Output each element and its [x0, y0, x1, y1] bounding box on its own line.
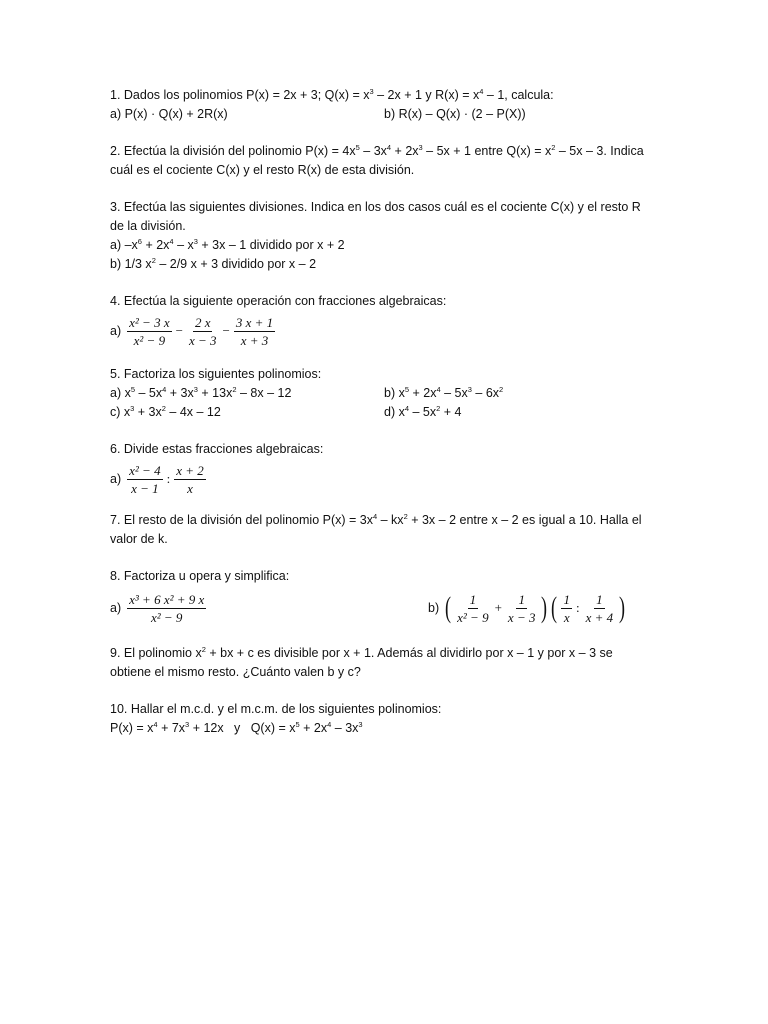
numerator: 1	[518, 591, 525, 607]
text: – x	[173, 238, 194, 252]
exercise-9-statement-line-2: obtiene el mismo resto. ¿Cuánto valen b y c?	[110, 665, 361, 679]
exercise-4-expression	[110, 311, 655, 351]
exercise-5-item-d	[384, 403, 462, 422]
numerator: x² − 3 x	[129, 314, 170, 330]
text: – 6x	[471, 386, 500, 400]
text: + 2x	[141, 238, 170, 252]
text: P(x) = x	[110, 721, 154, 735]
numerator: 3 x + 1	[235, 314, 274, 330]
item-label: a)	[110, 601, 122, 615]
exponent: 2	[151, 256, 156, 265]
text: a) –x	[110, 238, 138, 252]
item-label: a)	[110, 472, 122, 486]
text: – 5x	[135, 386, 163, 400]
text: + 7x	[157, 721, 186, 735]
exercise-8-item-b-wrapper	[428, 586, 627, 630]
fraction-expression	[125, 463, 208, 496]
text: a) x	[110, 386, 131, 400]
exercise-8-expressions	[110, 586, 655, 630]
text: – 5x + 1 entre Q(x) = x	[422, 144, 552, 158]
fraction	[584, 592, 616, 625]
exponent: 3	[193, 385, 198, 394]
exercise-4-statement: 4. Efectúa la siguiente operación con fracciones algebraicas:	[110, 294, 447, 308]
text: d) x	[384, 405, 405, 419]
denominator: x + 3	[240, 332, 269, 348]
text: – 3x	[359, 144, 387, 158]
exponent: 3	[185, 720, 190, 729]
text: + 2x	[299, 721, 328, 735]
exponent: 5	[295, 720, 300, 729]
text: + 3x – 1 dividido por x + 2	[197, 238, 345, 252]
denominator: x² − 9	[150, 609, 183, 625]
denominator: x − 3	[188, 332, 217, 348]
fraction	[455, 592, 490, 625]
exercise-10-polynomials	[110, 719, 655, 738]
exponent: 2	[551, 143, 556, 152]
text: – 8x – 12	[236, 386, 292, 400]
text: + 13x	[197, 386, 233, 400]
minus-sign: −	[175, 323, 183, 338]
text: + bx + c es divisible por x + 1. Además al dividirlo por x – 1 y por x – 3 se	[205, 646, 613, 660]
denominator: x − 3	[507, 609, 536, 625]
fraction	[127, 315, 171, 348]
text: + 3x	[166, 386, 194, 400]
exponent: 3	[418, 143, 423, 152]
exercise-5-statement: 5. Factoriza los siguientes polinomios:	[110, 367, 322, 381]
fraction	[127, 592, 206, 625]
exponent: 4	[153, 720, 158, 729]
text: – 2/9 x + 3 dividido por x – 2	[155, 257, 317, 271]
exponent: 2	[499, 385, 504, 394]
numerator: x³ + 6 x² + 9 x	[129, 591, 205, 607]
exponent: 2	[436, 404, 441, 413]
fraction	[187, 315, 219, 348]
division-sign: :	[166, 471, 171, 486]
exercise-5-item-a	[110, 386, 291, 400]
exponent: 2	[232, 385, 237, 394]
exponent: 3	[467, 385, 472, 394]
denominator: x² − 9	[133, 332, 166, 348]
left-parenthesis: (	[445, 591, 452, 624]
division-sign: :	[575, 600, 580, 615]
text: + 2x	[391, 144, 419, 158]
exponent: 6	[137, 237, 142, 246]
left-parenthesis: (	[551, 591, 558, 624]
exercise-10-statement: 10. Hallar el m.c.d. y el m.c.m. de los siguientes polinomios:	[110, 702, 442, 716]
text: + 3x – 2 entre x – 2 es igual a 10. Halla el	[407, 513, 642, 527]
exercise-2-statement-line-2: cuál es el cociente C(x) y el resto R(x) de esta división.	[110, 163, 415, 177]
exercise-2-statement-line-1	[110, 142, 655, 161]
exponent: 3	[358, 720, 363, 729]
exercise-5-item-b	[384, 384, 503, 403]
exponent: 4	[479, 87, 484, 96]
exercise-3-item-b	[110, 255, 655, 274]
exercise-1-item-a: a) P(x) · Q(x) + 2R(x)	[110, 107, 228, 121]
exponent: 4	[404, 404, 410, 413]
exponent: 3	[193, 237, 198, 246]
numerator: x + 2	[176, 462, 204, 478]
text: – 5x – 3. Indica	[555, 144, 644, 158]
minus-sign: −	[222, 323, 230, 338]
exercise-5-item-c	[110, 405, 221, 419]
right-parenthesis: )	[619, 591, 626, 624]
numerator: 2 x	[194, 314, 211, 330]
fraction	[506, 592, 538, 625]
denominator: x	[187, 480, 193, 496]
exercise-7-statement-line-1	[110, 511, 655, 530]
exponent: 4	[327, 720, 332, 729]
text: 9. El polinomio x	[110, 646, 202, 660]
exponent: 2	[161, 404, 166, 413]
denominator: x² − 9	[457, 609, 489, 625]
numerator: 1	[563, 591, 570, 607]
fraction	[174, 463, 206, 496]
numerator: 1	[596, 591, 603, 607]
exponent: 2	[201, 645, 206, 654]
exercise-5-items-row-1	[110, 384, 655, 403]
exercise-1-items	[110, 105, 655, 124]
denominator: x + 4	[585, 609, 614, 625]
exponent: 5	[130, 385, 136, 394]
exercise-8-item-a	[125, 592, 208, 625]
exponent: 3	[369, 87, 374, 96]
exercise-8-item-b	[443, 592, 627, 625]
text: 7. El resto de la división del polinomio P(x) = 3x	[110, 513, 373, 527]
text: + 2x	[409, 386, 437, 400]
exercise-6-statement: 6. Divide estas fracciones algebraicas:	[110, 442, 324, 456]
item-label: b)	[428, 601, 440, 615]
fraction	[127, 463, 162, 496]
exercise-1-statement	[110, 86, 655, 105]
exponent: 4	[372, 512, 378, 521]
text: – 4x – 12	[165, 405, 221, 419]
fraction-expression	[125, 315, 277, 348]
text: – 5x	[440, 386, 468, 400]
text: + 3x	[134, 405, 162, 419]
exponent: 2	[403, 512, 408, 521]
text: – kx	[377, 513, 404, 527]
fraction	[561, 592, 572, 625]
denominator: x	[563, 609, 570, 625]
text: c) x	[110, 405, 131, 419]
exercise-1-item-b: b) R(x) – Q(x) · (2 – P(X))	[384, 107, 526, 121]
right-parenthesis: )	[541, 591, 548, 624]
text: – 3x	[331, 721, 359, 735]
text: – 5x	[409, 405, 437, 419]
text: b) 1/3 x	[110, 257, 152, 271]
text: 1. Dados los polinomios P(x) = 2x + 3; Q(x) = x	[110, 88, 370, 102]
exercise-5-items-row-2	[110, 403, 655, 422]
exponent: 4	[169, 237, 174, 246]
denominator: x − 1	[131, 480, 159, 496]
text: – 2x + 1 y R(x) = x	[373, 88, 480, 102]
exercise-sheet	[110, 86, 655, 738]
exercise-9-statement-line-1	[110, 644, 655, 663]
exponent: 3	[130, 404, 135, 413]
exercise-7-statement-line-2: valor de k.	[110, 532, 168, 546]
exponent: 4	[386, 143, 392, 152]
numerator: x² − 4	[129, 462, 161, 478]
text: + 4	[440, 405, 462, 419]
exercise-8-statement: 8. Factoriza u opera y simplifica:	[110, 569, 290, 583]
exercise-3-statement-line-2: de la división.	[110, 219, 186, 233]
exponent: 4	[436, 385, 441, 394]
text: 2. Efectúa la división del polinomio P(x) = 4x	[110, 144, 356, 158]
exercise-3-item-a	[110, 236, 655, 255]
fraction	[234, 315, 275, 348]
text: + 12x y Q(x) = x	[189, 721, 296, 735]
text: b) x	[384, 386, 405, 400]
numerator: 1	[469, 591, 477, 607]
plus-sign: +	[494, 600, 502, 615]
text: – 1, calcula:	[483, 88, 554, 102]
item-label: a)	[110, 324, 122, 338]
exponent: 4	[162, 385, 167, 394]
exercise-3-statement-line-1: 3. Efectúa las siguientes divisiones. Indica en los dos casos cuál es el cociente C(x) y el resto R	[110, 200, 641, 214]
exponent: 5	[355, 143, 360, 152]
exercise-6-expression	[110, 459, 655, 499]
exponent: 5	[404, 385, 410, 394]
